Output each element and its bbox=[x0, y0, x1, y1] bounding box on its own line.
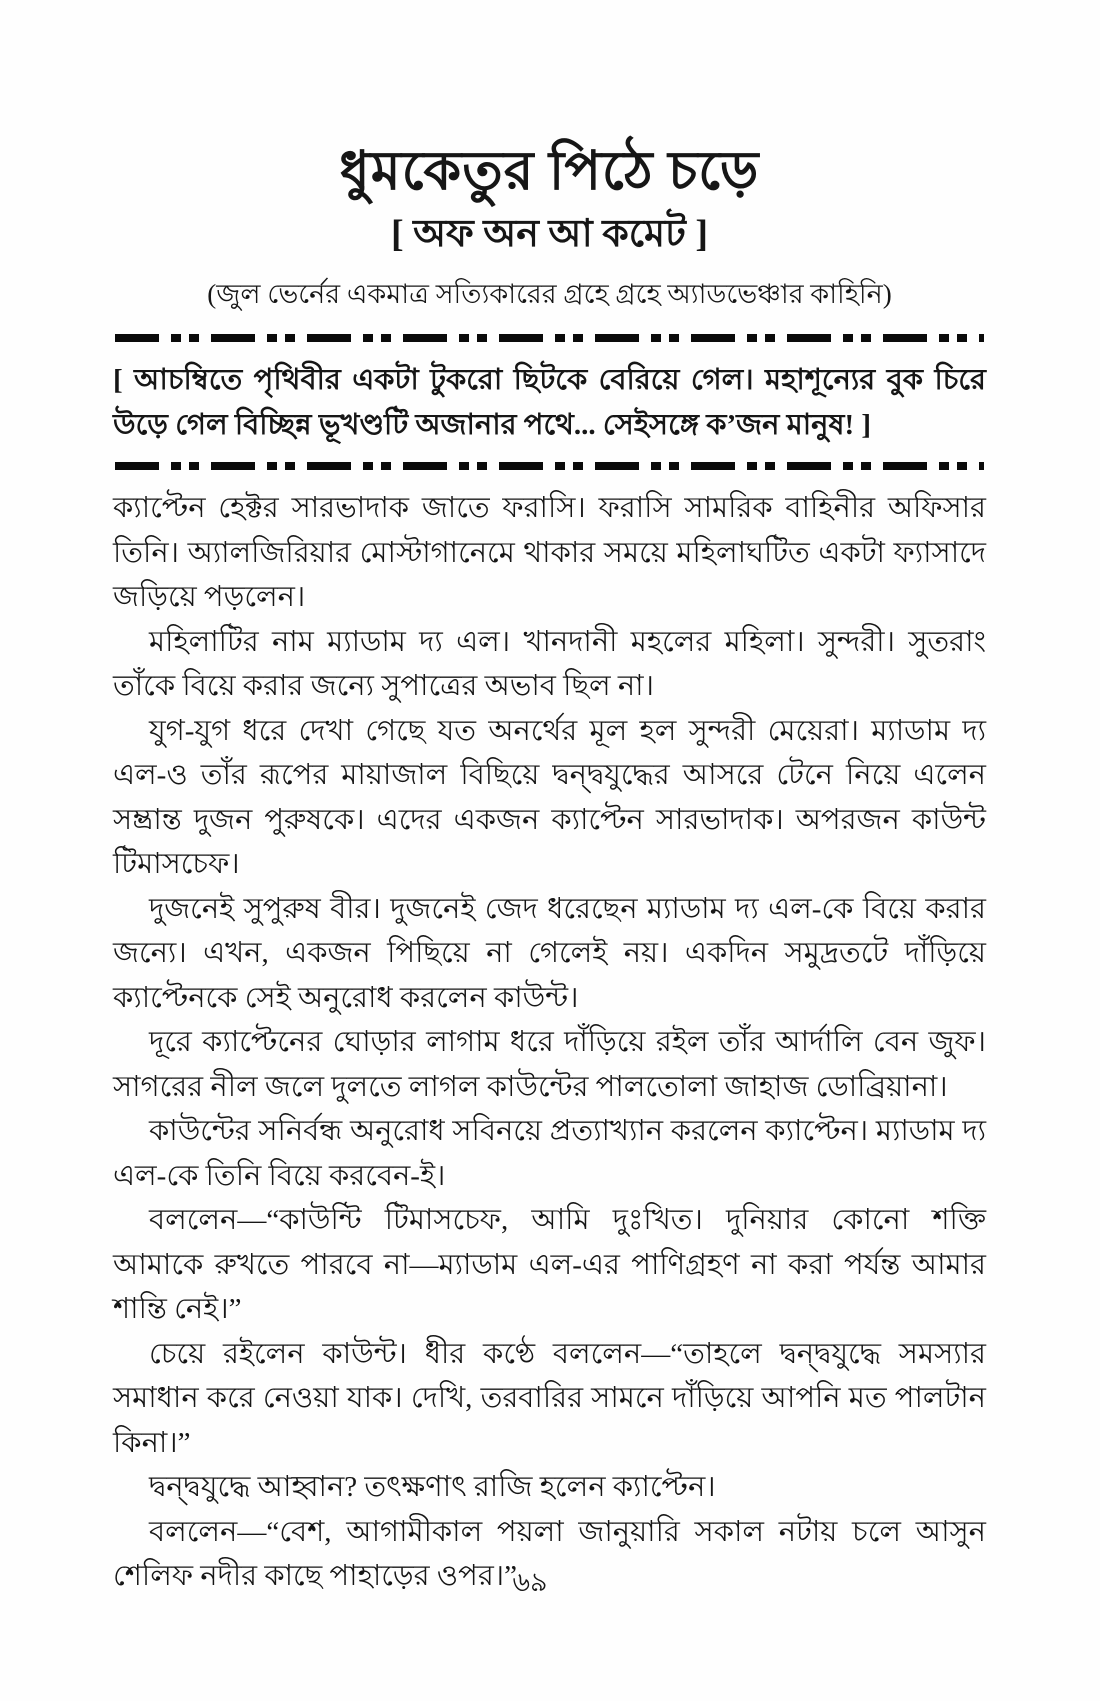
page-number: ৬৯ bbox=[512, 1567, 548, 1597]
paragraph: দ্বন্দ্বযুদ্ধে আহ্বান? তৎক্ষণাৎ রাজি হলেন ক্যাপ্টেন। bbox=[149, 1471, 716, 1504]
paragraph: ক্যাপ্টেন হেক্টর সারভাদাক জাতে ফরাসি। ফরাসি সামরিক বাহিনীর অফিসার তিনি। অ্যালজিরিয়ার মোস্টাগানেমে থাকার সময়ে মহিলাঘটিত একটা ফ্যাসাদে জড়িয়ে পড়লেন। bbox=[113, 492, 986, 614]
chapter-subtitle: [ অফ অন আ কমেট ] bbox=[390, 212, 709, 255]
paragraph: বললেন—“কাউন্টি টিমাসচেফ, আমি দুঃখিত। দুনিয়ার কোনো শক্তি আমাকে রুখতে পারবে না—ম্যাডাম এল-এর পাণিগ্রহণ না করা পর্যন্ত আমার শান্তি নেই।” bbox=[113, 1204, 986, 1326]
paragraph: চেয়ে রইলেন কাউন্ট। ধীর কণ্ঠে বললেন—“তাহলে দ্বন্দ্বযুদ্ধে সমস্যার সমাধান করে নেওয়া যাক। দেখি, তরবারির সামনে দাঁড়িয়ে আপনি মত পালটান কিনা।” bbox=[113, 1337, 986, 1459]
paragraph: দুজনেই সুপুরুষ বীর। দুজনেই জেদ ধরেছেন ম্যাডাম দ্য এল-কে বিয়ে করার জন্যে। এখন, একজন পিছিয়ে না গেলেই নয়। একদিন সমুদ্রতটে দাঁড়িয়ে ক্যাপ্টেনকে সেই অনুরোধ করলেন কাউন্ট। bbox=[113, 892, 986, 1014]
paragraph: কাউন্টের সনির্বন্ধ অনুরোধ সবিনয়ে প্রত্যাখ্যান করলেন ক্যাপ্টেন। ম্যাডাম দ্য এল-কে তিনি বিয়ে করবেন-ই। bbox=[113, 1115, 986, 1192]
page-content bbox=[113, 138, 986, 1599]
dash-dot-divider-bottom bbox=[115, 462, 984, 470]
teaser-blurb: [ আচম্বিতে পৃথিবীর একটা টুকরো ছিটকে বেরিয়ে গেল। মহাশূন্যের বুক চিরে উড়ে গেল বিচ্ছিন্ন ভূখণ্ডটি অজানার পথে... সেইসঙ্গে ক’জন মানুষ! ] bbox=[113, 364, 986, 442]
paragraph: মহিলাটির নাম ম্যাডাম দ্য এল। খানদানী মহলের মহিলা। সুন্দরী। সুতরাং তাঁকে বিয়ে করার জন্যে সুপাত্রের অভাব ছিল না। bbox=[113, 625, 986, 703]
chapter-title: ধুমকেতুর পিঠে চড়ে bbox=[339, 141, 760, 201]
story-body bbox=[113, 486, 986, 1599]
dash-dot-divider-top bbox=[115, 334, 984, 342]
paragraph: যুগ-যুগ ধরে দেখা গেছে যত অনর্থের মূল হল সুন্দরী মেয়েরা। ম্যাডাম দ্য এল-ও তাঁর রূপের মায়াজাল বিছিয়ে দ্বন্দ্বযুদ্ধের আসরে টেনে নিয়ে এলেন সম্ভ্রান্ত দুজন পুরুষকে। এদের একজন ক্যাপ্টেন সারভাদাক। অপরজন কাউন্ট টিমাসচেফ। bbox=[113, 714, 986, 881]
chapter-tagline: (জুল ভের্নের একমাত্র সত্যিকারের গ্রহে গ্রহে অ্যাডভেঞ্চার কাহিনি) bbox=[207, 279, 892, 310]
paragraph: দূরে ক্যাপ্টেনের ঘোড়ার লাগাম ধরে দাঁড়িয়ে রইল তাঁর আর্দালি বেন জুফ। সাগরের নীল জলে দুলতে লাগল কাউন্টের পালতোলা জাহাজ ডোব্রিয়ানা। bbox=[113, 1026, 986, 1103]
paragraph: বললেন—“বেশ, আগামীকাল পয়লা জানুয়ারি সকাল নটায় চলে আসুন শেলিফ নদীর কাছে পাহাড়ের ওপর।” bbox=[113, 1515, 986, 1593]
